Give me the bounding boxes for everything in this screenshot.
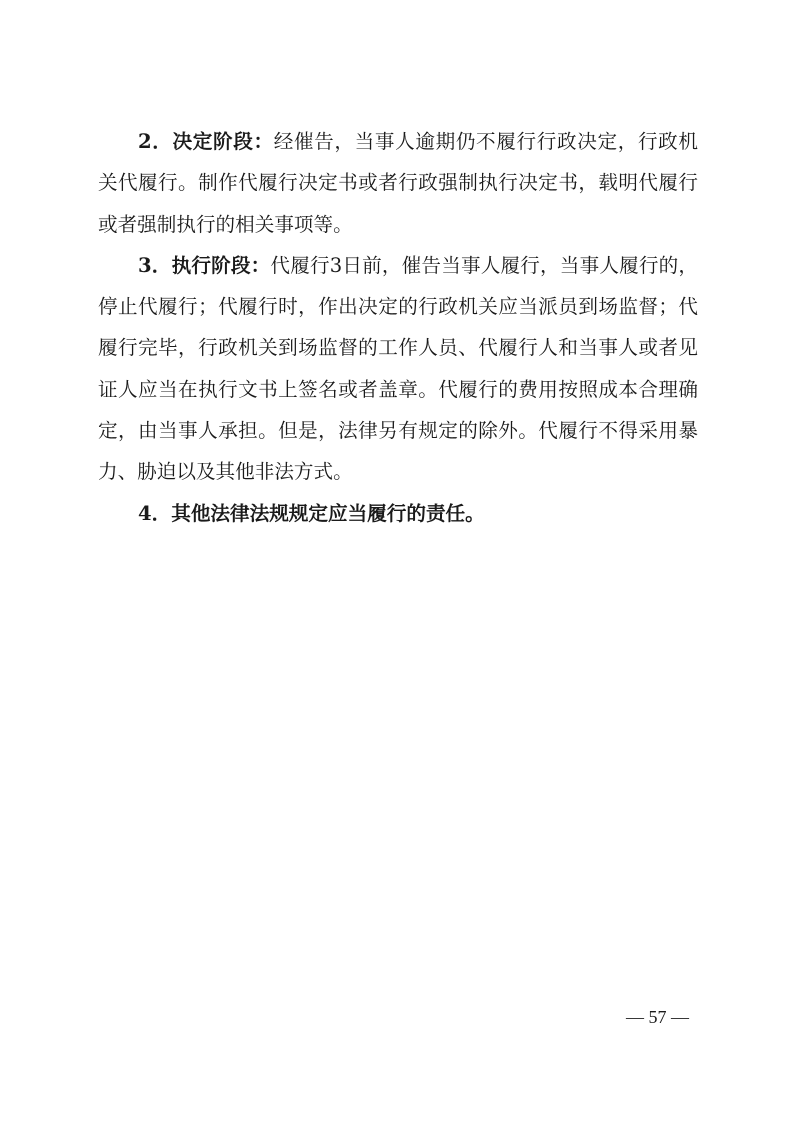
paragraph-label: 2．决定阶段： — [138, 130, 274, 153]
paragraph-text: 代履行3日前，催告当事人履行，当事人履行的，停止代履行；代履行时，作出决定的行政机关应当派员到场监督；代履行完毕，行政机关到场监督的工作人员、代履行人和当事人或者见证人应当在执行文书上签名或者盖章。代履行的费用按照成本合理确定，由当事人承担。但是，法律另有规定的除外。代履行不得采用暴力、胁迫以及其他非法方式。 — [98, 253, 699, 484]
paragraph-decision-stage — [98, 121, 698, 245]
page-number: — 57 — — [626, 1007, 689, 1027]
document-body — [98, 121, 698, 534]
paragraph-label: 3．执行阶段： — [138, 253, 271, 277]
paragraph-label: 4．其他法律法规规定应当履行的责任。 — [138, 501, 485, 525]
paragraph-other-duties — [98, 493, 698, 534]
paragraph-execution-stage — [98, 245, 698, 493]
paragraph-text: 经催告，当事人逾期仍不履行行政决定，行政机关代履行。制作代履行决定书或者行政强制执行决定书，载明代履行或者强制执行的相关事项等。 — [98, 130, 699, 236]
